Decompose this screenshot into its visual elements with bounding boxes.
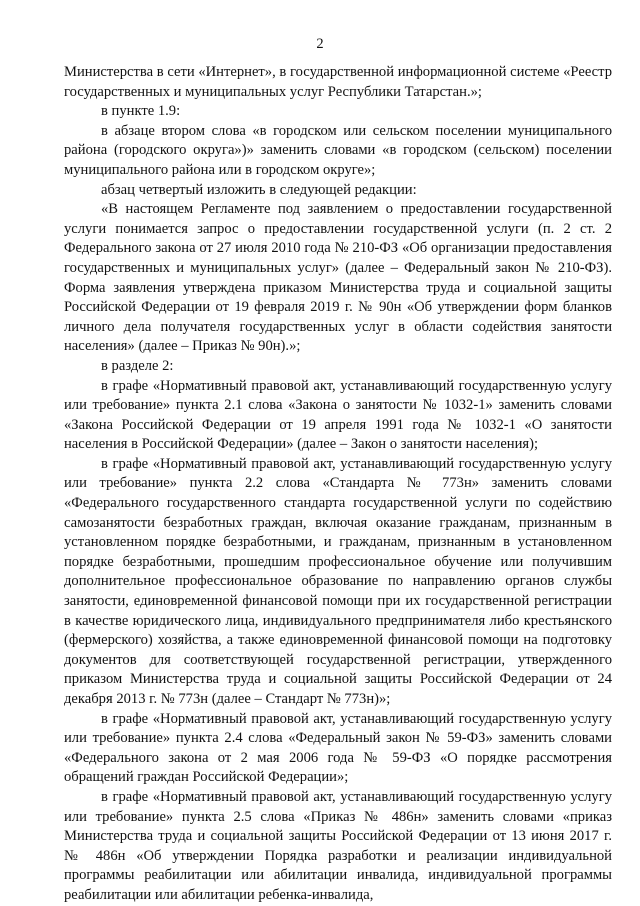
paragraph: в графе «Нормативный правовой акт, устанавливающий государственную услугу или требование» пункта 2.5 слова «Приказ № 486н» заменить словами «приказ Министерства труда и социальной защиты Российской Федерации от 13 июня 2017 г. № 486н «Об утверждении Порядка разработки и реализации индивидуальной программы реабилитации или абилитации инвалида, индивидуальной программы реабилитации или абилитации ребенка-инвалида, (64, 788, 612, 903)
paragraph: «В настоящем Регламенте под заявлением о предоставлении государственной услуги понимается запрос о предоставлении государственной услуги (п. 2 ст. 2 Федерального закона от 27 июля 2010 года № 210-ФЗ «Об организации предоставления государственных и муниципальных услуг» (далее – Федеральный закон № 210-ФЗ). Форма заявления утверждена приказом Министерства труда и социальной защиты Российской Федерации от 19 февраля 2019 г. № 90н «Об утверждении форм бланков личного дела получателя государственных услуг в области содействия занятости населения» (далее – Приказ № 90н).»; (64, 201, 612, 355)
paragraph: в пункте 1.9: (101, 103, 181, 120)
paragraph: в графе «Нормативный правовой акт, устанавливающий государственную услугу или требование» пункта 2.1 слова «Закона о занятости № 1032-1» заменить словами «Закона Российской Федерации от 19 апреля 1991 года № 1032-1 «О занятости населения в Российской Федерации» (далее – Закон о занятости населения); (64, 377, 612, 453)
paragraph: в графе «Нормативный правовой акт, устанавливающий государственную услугу или требование» пункта 2.4 слова «Федеральный закон № 59-ФЗ» заменить словами «Федерального закона от 2 мая 2006 года № 59-ФЗ «О порядке рассмотрения обращений граждан Российской Федерации»; (64, 710, 612, 786)
paragraph: в графе «Нормативный правовой акт, устанавливающий государственную услугу или требование» пункта 2.2 слова «Стандарта № 773н» заменить словами «Федерального государственного стандарта государственной услуги по содействию самозанятости безработных граждан, включая оказание гражданам, признанным в установленном порядке безработными, и гражданам, признанным в установленном порядке безработными, прошедшим профессиональное обучение или получившим дополнительное профессиональное образование по направлению органов службы занятости, единовременной финансовой помощи при их государственной регистрации в качестве юридического лица, индивидуального предпринимателя либо крестьянского (фермерского) хозяйства, а также единовременной финансовой помощи на подготовку документов для соответствующей государственной регистрации, утвержденного приказом Министерства труда и социальной защиты Российской Федерации от 24 декабря 2013 г. № 773н (далее – Стандарт № 773н)»; (64, 455, 612, 707)
document-body (64, 63, 612, 906)
page-number: 2 (316, 36, 324, 52)
paragraph: абзац четвертый изложить в следующей редакции: (101, 181, 417, 198)
paragraph: Министерства в сети «Интернет», в государственной информационной системе «Реестр государственных и муниципальных услуг Республики Татарстан.»; (64, 64, 612, 100)
paragraph: в разделе 2: (101, 357, 174, 374)
paragraph: в абзаце втором слова «в городском или сельском поселении муниципального района (городского округа»)» заменить словами «в городском (сельском) поселении муниципального района или в городском округе»; (64, 122, 612, 178)
